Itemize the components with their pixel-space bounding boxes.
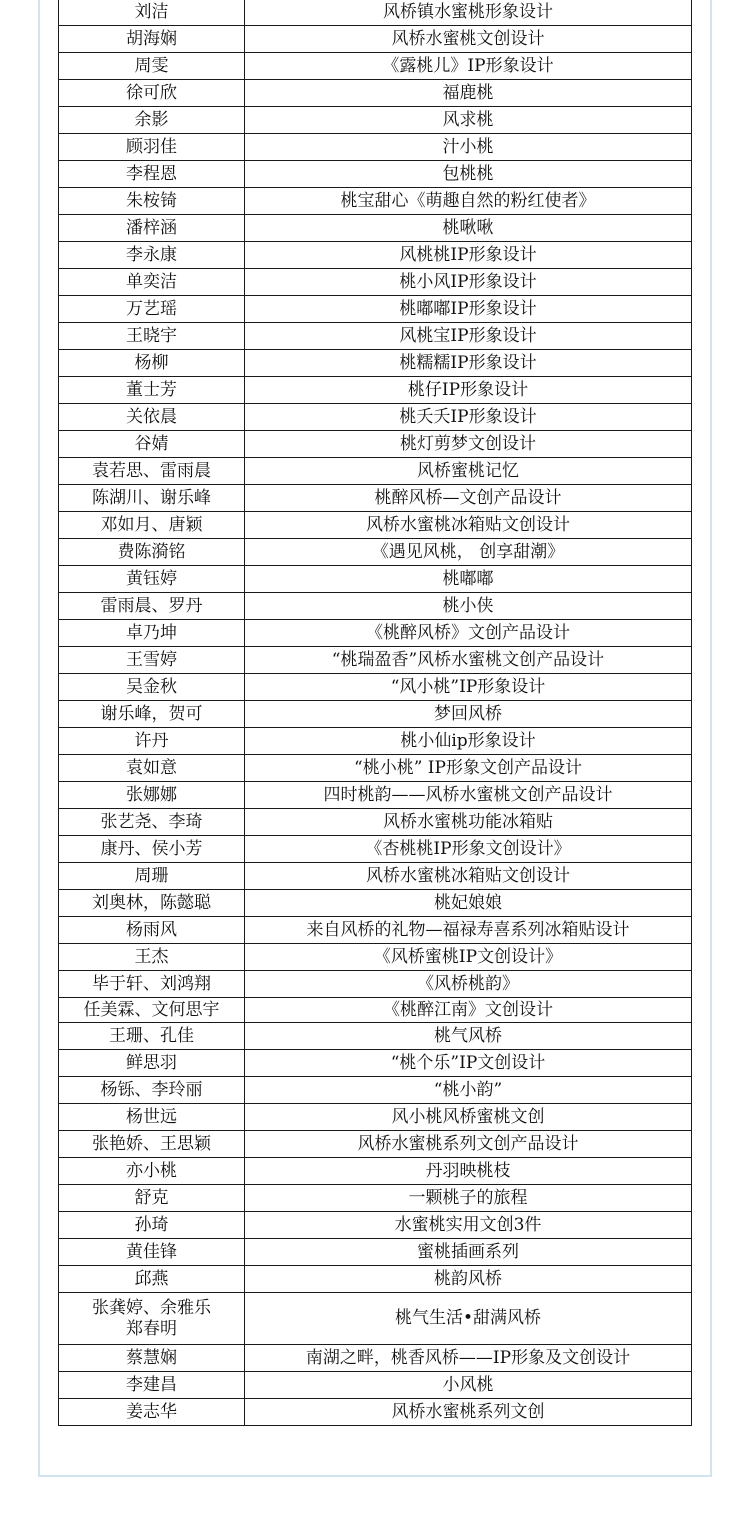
table-row <box>59 1131 692 1158</box>
author-cell: 董士芳 <box>59 377 245 404</box>
table-row <box>59 863 692 890</box>
author-cell: 杨世远 <box>59 1104 245 1131</box>
author-cell: 胡海娴 <box>59 26 245 53</box>
author-cell: 王珊、孔佳 <box>59 1023 245 1050</box>
work-title-cell: 水蜜桃实用文创3件 <box>245 1212 692 1239</box>
author-cell: 李建昌 <box>59 1372 245 1399</box>
author-cell: 顾羽佳 <box>59 134 245 161</box>
table-row <box>59 377 692 404</box>
author-cell: 孙琦 <box>59 1212 245 1239</box>
author-cell: 舒克 <box>59 1185 245 1212</box>
work-title-cell: 风桥水蜜桃系列文创 <box>245 1399 692 1426</box>
work-title-cell: 风求桃 <box>245 107 692 134</box>
table-row <box>59 944 692 971</box>
work-title-cell: 《风桥蜜桃IP文创设计》 <box>245 944 692 971</box>
author-cell: 卓乃坤 <box>59 620 245 647</box>
table-row <box>59 1293 692 1345</box>
table-row <box>59 998 692 1023</box>
work-title-cell: 小风桃 <box>245 1372 692 1399</box>
author-cell: 蔡慧娴 <box>59 1345 245 1372</box>
work-title-cell: 桃小风IP形象设计 <box>245 269 692 296</box>
author-cell: 李永康 <box>59 242 245 269</box>
work-title-cell: 《遇见风桃， 创享甜潮》 <box>245 539 692 566</box>
table-row <box>59 1158 692 1185</box>
work-title-cell: 一颗桃子的旅程 <box>245 1185 692 1212</box>
work-title-cell: 桃仔IP形象设计 <box>245 377 692 404</box>
table-row <box>59 674 692 701</box>
entries-table-body <box>59 0 692 1426</box>
work-title-cell: 风桃宝IP形象设计 <box>245 323 692 350</box>
table-row <box>59 728 692 755</box>
author-cell: 陈湖川、谢乐峰 <box>59 485 245 512</box>
work-title-cell: 桃嘟嘟IP形象设计 <box>245 296 692 323</box>
table-row <box>59 890 692 917</box>
work-title-cell: 《桃醉江南》文创设计 <box>245 998 692 1023</box>
table-row <box>59 755 692 782</box>
author-cell: 张娜娜 <box>59 782 245 809</box>
author-cell: 余影 <box>59 107 245 134</box>
table-row <box>59 1345 692 1372</box>
work-title-cell: 桃小仙ip形象设计 <box>245 728 692 755</box>
author-cell: 单奕洁 <box>59 269 245 296</box>
author-cell: 杨雨风 <box>59 917 245 944</box>
table-row <box>59 620 692 647</box>
table-row <box>59 1239 692 1266</box>
table-row <box>59 53 692 80</box>
work-title-cell: “桃小桃” IP形象文创产品设计 <box>245 755 692 782</box>
table-row <box>59 107 692 134</box>
author-cell: 杨柳 <box>59 350 245 377</box>
work-title-cell: 桃嘟嘟 <box>245 566 692 593</box>
author-cell: 万艺瑶 <box>59 296 245 323</box>
table-row <box>59 1212 692 1239</box>
author-cell: 张艺尧、李琦 <box>59 809 245 836</box>
table-row <box>59 296 692 323</box>
work-title-cell: 梦回风桥 <box>245 701 692 728</box>
work-title-cell: 风桥水蜜桃文创设计 <box>245 26 692 53</box>
author-cell: 王杰 <box>59 944 245 971</box>
author-cell: 袁如意 <box>59 755 245 782</box>
work-title-cell: 桃夭夭IP形象设计 <box>245 404 692 431</box>
author-cell: 李程恩 <box>59 161 245 188</box>
author-cell: 黄钰婷 <box>59 566 245 593</box>
table-row <box>59 0 692 26</box>
table-row <box>59 1104 692 1131</box>
author-cell: 任美霖、文何思宇 <box>59 998 245 1023</box>
work-title-cell: 《风桥桃韵》 <box>245 971 692 998</box>
work-title-cell: 桃小侠 <box>245 593 692 620</box>
table-row <box>59 215 692 242</box>
work-title-cell: “桃瑞盈香”风桥水蜜桃文创产品设计 <box>245 647 692 674</box>
work-title-cell: 桃宝甜心《萌趣自然的粉红使者》 <box>245 188 692 215</box>
work-title-cell: 风桥水蜜桃冰箱贴文创设计 <box>245 512 692 539</box>
table-row <box>59 1023 692 1050</box>
author-cell: 关依晨 <box>59 404 245 431</box>
table-row <box>59 836 692 863</box>
table-row <box>59 647 692 674</box>
table-row <box>59 323 692 350</box>
author-cell: 刘奥林，陈懿聪 <box>59 890 245 917</box>
author-cell: 吴金秋 <box>59 674 245 701</box>
table-row <box>59 1185 692 1212</box>
author-cell: 鲜思羽 <box>59 1050 245 1077</box>
work-title-cell: 风桥蜜桃记忆 <box>245 458 692 485</box>
author-cell: 谢乐峰，贺可 <box>59 701 245 728</box>
table-row <box>59 188 692 215</box>
author-cell: 亦小桃 <box>59 1158 245 1185</box>
author-cell: 雷雨晨、罗丹 <box>59 593 245 620</box>
author-cell: 周珊 <box>59 863 245 890</box>
table-row <box>59 1372 692 1399</box>
author-cell: 邱燕 <box>59 1266 245 1293</box>
work-title-cell: 桃灯剪梦文创设计 <box>245 431 692 458</box>
author-cell: 费陈漪铭 <box>59 539 245 566</box>
work-title-cell: 汁小桃 <box>245 134 692 161</box>
table-row <box>59 782 692 809</box>
table-row <box>59 566 692 593</box>
table-row <box>59 512 692 539</box>
author-cell: 谷婧 <box>59 431 245 458</box>
author-cell: 张艳娇、王思颖 <box>59 1131 245 1158</box>
work-title-cell: 《桃醉风桥》文创产品设计 <box>245 620 692 647</box>
table-row <box>59 1050 692 1077</box>
table-row <box>59 1077 692 1104</box>
table-row <box>59 701 692 728</box>
work-title-cell: 福鹿桃 <box>245 80 692 107</box>
author-cell: 许丹 <box>59 728 245 755</box>
work-title-cell: 桃糯糯IP形象设计 <box>245 350 692 377</box>
work-title-cell: 风桥水蜜桃系列文创产品设计 <box>245 1131 692 1158</box>
work-title-cell: 风小桃风桥蜜桃文创 <box>245 1104 692 1131</box>
work-title-cell: “桃小韵” <box>245 1077 692 1104</box>
author-cell: 黄佳锋 <box>59 1239 245 1266</box>
table-row <box>59 485 692 512</box>
work-title-cell: 桃气生活•甜满风桥 <box>245 1293 692 1345</box>
author-cell: 袁若思、雷雨晨 <box>59 458 245 485</box>
table-row <box>59 26 692 53</box>
author-cell: 邓如月、唐颖 <box>59 512 245 539</box>
author-cell: 王雪婷 <box>59 647 245 674</box>
table-row <box>59 971 692 998</box>
author-cell: 朱桉锜 <box>59 188 245 215</box>
author-cell: 姜志华 <box>59 1399 245 1426</box>
author-cell: 康丹、侯小芳 <box>59 836 245 863</box>
table-row <box>59 242 692 269</box>
work-title-cell: 蜜桃插画系列 <box>245 1239 692 1266</box>
author-cell: 毕于轩、刘鸿翔 <box>59 971 245 998</box>
table-row <box>59 350 692 377</box>
author-cell: 王晓宇 <box>59 323 245 350</box>
table-row <box>59 809 692 836</box>
author-cell: 杨铄、李玲丽 <box>59 1077 245 1104</box>
work-title-cell: 桃妃娘娘 <box>245 890 692 917</box>
work-title-cell: 丹羽映桃枝 <box>245 1158 692 1185</box>
work-title-cell: “风小桃”IP形象设计 <box>245 674 692 701</box>
work-title-cell: 来自风桥的礼物—福禄寿喜系列冰箱贴设计 <box>245 917 692 944</box>
author-cell: 周雯 <box>59 53 245 80</box>
table-row <box>59 1266 692 1293</box>
table-row <box>59 80 692 107</box>
table-row <box>59 161 692 188</box>
work-title-cell: 《露桃儿》IP形象设计 <box>245 53 692 80</box>
author-cell: 刘洁 <box>59 0 245 26</box>
table-row <box>59 134 692 161</box>
work-title-cell: 桃气风桥 <box>245 1023 692 1050</box>
work-title-cell: 桃韵风桥 <box>245 1266 692 1293</box>
table-row <box>59 1399 692 1426</box>
work-title-cell: 南湖之畔，桃香风桥——IP形象及文创设计 <box>245 1345 692 1372</box>
work-title-cell: 包桃桃 <box>245 161 692 188</box>
author-cell: 徐可欣 <box>59 80 245 107</box>
table-row <box>59 404 692 431</box>
work-title-cell: 桃啾啾 <box>245 215 692 242</box>
work-title-cell: 风桥镇水蜜桃形象设计 <box>245 0 692 26</box>
author-cell: 张龚婷、余雅乐 郑春明 <box>59 1293 245 1345</box>
work-title-cell: 《杏桃桃IP形象文创设计》 <box>245 836 692 863</box>
entries-table <box>58 0 692 1426</box>
table-row <box>59 593 692 620</box>
table-row <box>59 917 692 944</box>
table-row <box>59 539 692 566</box>
work-title-cell: 风桥水蜜桃功能冰箱贴 <box>245 809 692 836</box>
table-row <box>59 458 692 485</box>
work-title-cell: 四时桃韵——风桥水蜜桃文创产品设计 <box>245 782 692 809</box>
table-row <box>59 431 692 458</box>
work-title-cell: “桃个乐”IP文创设计 <box>245 1050 692 1077</box>
work-title-cell: 风桥水蜜桃冰箱贴文创设计 <box>245 863 692 890</box>
work-title-cell: 风桃桃IP形象设计 <box>245 242 692 269</box>
work-title-cell: 桃醉风桥—文创产品设计 <box>245 485 692 512</box>
table-row <box>59 269 692 296</box>
author-cell: 潘梓涵 <box>59 215 245 242</box>
